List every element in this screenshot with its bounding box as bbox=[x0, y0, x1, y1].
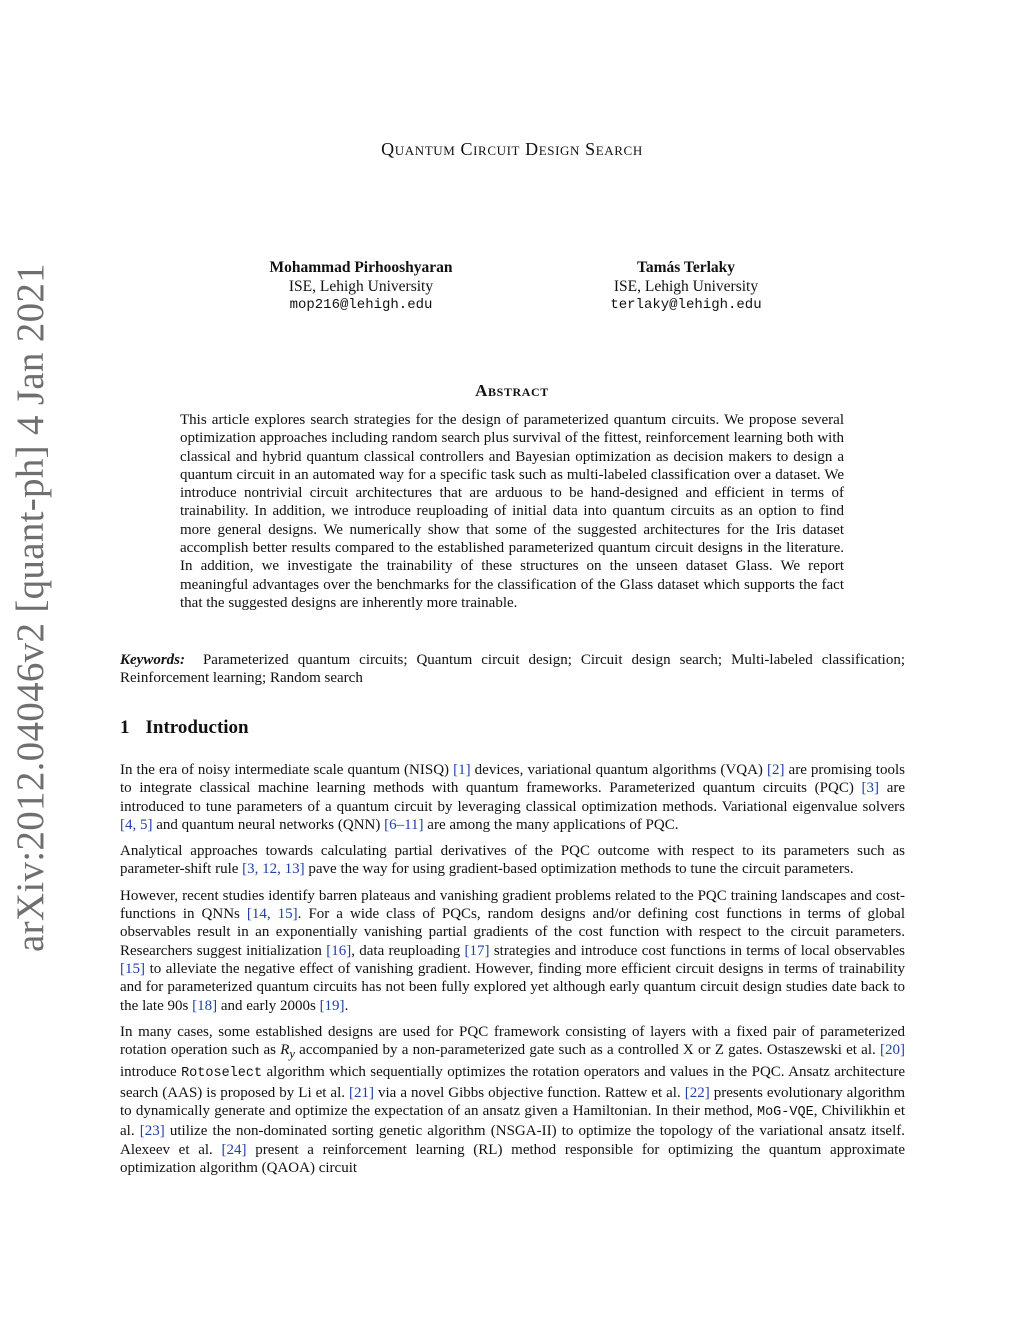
text-run: to alleviate the negative effect of vanishing gradient. However, finding more efficient circuit designs in terms of trainability and for parameterized quantum circuits has not been fully explored yet although early quantum circuit design studies date back to the late 90s bbox=[120, 960, 905, 1014]
text-run: and early 2000s bbox=[217, 997, 320, 1014]
arxiv-identifier-stamp: arXiv:2012.04046v2 [quant-ph] 4 Jan 2021 bbox=[9, 263, 52, 952]
citation-link[interactable]: [2] bbox=[766, 762, 785, 778]
paper-title: Quantum Circuit Design Search bbox=[381, 139, 643, 159]
citation-link[interactable]: [23] bbox=[139, 1123, 165, 1140]
section-title: Introduction bbox=[145, 717, 249, 738]
text-run: pave the way for using gradient-based optimization methods to tune the circuit parameters. bbox=[304, 861, 854, 878]
math-symbol bbox=[280, 1042, 295, 1062]
text-run: . For a wide class of PQCs, random designs and/or defining cost functions in terms of global observables result in an exponentially vanishing partial gradients of the cost function with respect to the circuit parameters. Researchers suggest initialization bbox=[120, 906, 905, 959]
text-run: However, recent studies identify barren plateaus and vanishing gradient problems related to the PQC training landscapes and cost-functions in QNNs bbox=[120, 887, 905, 923]
citation-link[interactable]: [17] bbox=[464, 942, 490, 959]
citation-link[interactable]: [16] bbox=[326, 942, 352, 959]
author-block-2 bbox=[536, 258, 836, 315]
text-run: are promising tools to integrate classical machine learning methods with quantum frameworks. Parameterized quantum circuits (PQC) bbox=[120, 762, 905, 797]
paragraph-3 bbox=[120, 887, 905, 1015]
citation-link[interactable]: [3] bbox=[861, 780, 880, 797]
citation-link[interactable]: [21] bbox=[349, 1084, 374, 1101]
text-run: strategies and introduce cost functions in terms of local observables bbox=[489, 942, 905, 959]
abstract-heading: Abstract bbox=[475, 381, 549, 400]
citation-link[interactable]: [19] bbox=[319, 997, 345, 1014]
paragraph-2 bbox=[120, 842, 905, 879]
citation-link[interactable]: [22] bbox=[684, 1084, 710, 1101]
author-email: terlaky@lehigh.edu bbox=[610, 297, 762, 313]
text-run: , Chivilikhin et al. bbox=[120, 1103, 906, 1140]
paragraph-1 bbox=[120, 761, 905, 834]
text-run: presents evolutionary algorithm to dynamically generate and optimize the expectation of an ansatz given a Hamiltonian. In their method, bbox=[120, 1084, 905, 1120]
section-number: 1 bbox=[120, 717, 130, 738]
author-block-1 bbox=[211, 258, 511, 315]
citation-link[interactable]: [1] bbox=[453, 762, 471, 778]
author-name: Tamás Terlaky bbox=[636, 259, 736, 276]
section-heading bbox=[120, 717, 249, 739]
keywords-line bbox=[120, 651, 905, 688]
citation-link[interactable]: [18] bbox=[192, 997, 218, 1014]
text-run: , data reuploading bbox=[351, 942, 465, 959]
text-run: and quantum neural networks (QNN) bbox=[152, 816, 385, 833]
citation-link[interactable]: [15] bbox=[120, 960, 145, 977]
author-affiliation: ISE, Lehigh University bbox=[613, 278, 759, 295]
text-run: introduce bbox=[120, 1064, 182, 1081]
text-run: are among the many applications of PQC. bbox=[423, 816, 679, 833]
citation-link[interactable]: [3, 12, 13] bbox=[242, 861, 305, 878]
math-subscript: y bbox=[289, 1047, 295, 1062]
text-run: via a novel Gibbs objective function. Rattew et al. bbox=[374, 1084, 685, 1101]
text-run: are introduced to tune parameters of a quantum circuit by leveraging classical optimization methods. Variational eigenvalue solvers bbox=[120, 780, 906, 815]
citation-link[interactable]: [20] bbox=[880, 1042, 905, 1059]
text-run: devices, variational quantum algorithms (VQA) bbox=[470, 762, 767, 778]
text-run: accompanied by a non-parameterized gate such as a controlled X or Z gates. Ostaszewski et al. bbox=[294, 1042, 880, 1059]
paragraph-4 bbox=[120, 1023, 905, 1177]
keywords-text: Parameterized quantum circuits; Quantum circuit design; Circuit design search; Multi-labeled classification; Reinforcement learning; Random search bbox=[120, 652, 905, 687]
author-email: mop216@lehigh.edu bbox=[289, 297, 433, 313]
algorithm-name: MoG-VQE bbox=[756, 1105, 814, 1121]
author-affiliation: ISE, Lehigh University bbox=[288, 278, 434, 295]
text-run: present a reinforcement learning (RL) method responsible for optimizing the quantum approximate optimization algorithm (QAOA) circuit bbox=[120, 1141, 906, 1176]
author-name: Mohammad Pirhooshyaran bbox=[269, 259, 453, 276]
citation-link[interactable]: [6–11] bbox=[384, 816, 424, 833]
text-run: utilize the non-dominated sorting genetic algorithm (NSGA-II) to optimize the topology of the variational ansatz itself. Alexeev et al. bbox=[120, 1123, 905, 1158]
text-run: . bbox=[344, 997, 349, 1014]
text-run: algorithm which sequentially optimizes the rotation operators and values in the PQC. Ansatz architecture search (AAS) is proposed by Li et al. bbox=[120, 1064, 905, 1101]
text-run: Analytical approaches towards calculating partial derivatives of the PQC outcome with respect to its parameters such as parameter-shift rule bbox=[120, 843, 905, 878]
text-run: In the era of noisy intermediate scale quantum (NISQ) bbox=[120, 762, 454, 778]
body-text bbox=[120, 761, 905, 1185]
citation-link[interactable]: [14, 15] bbox=[246, 906, 298, 923]
math-base: R bbox=[280, 1042, 290, 1059]
citation-link[interactable]: [4, 5] bbox=[120, 816, 153, 833]
keywords-label: Keywords: bbox=[120, 652, 185, 668]
algorithm-name: Rotoselect bbox=[181, 1066, 263, 1082]
citation-link[interactable]: [24] bbox=[221, 1141, 247, 1158]
abstract-text: This article explores search strategies for the design of parameterized quantum circuits. We propose several optimization approaches including random search plus survival of the fittest, reinforcement learning both with classical and hybrid quantum classical controllers and Bayesian optimization as decision makers to design a quantum circuit in an automated way for a specific task such as multi-labeled classification over a dataset. We introduce nontrivial circuit architectures that are arduous to be hand-designed and efficient in terms of trainability. In addition, we introduce reuploading of initial data into quantum circuits as an option to find more general designs. We numerically show that some of the suggested architectures for the Iris dataset accomplish better results compared to the established parameterized quantum circuit designs in the literature. In addition, we investigate the trainability of these structures on the unseen dataset Glass. We report meaningful advantages over the benchmarks for the classification of the Glass dataset which supports the fact that the suggested designs are inherently more trainable. bbox=[180, 412, 844, 611]
text-run: In many cases, some established designs are used for PQC framework consisting of layers with a fixed pair of parameterized rotation operation such as bbox=[120, 1023, 905, 1059]
